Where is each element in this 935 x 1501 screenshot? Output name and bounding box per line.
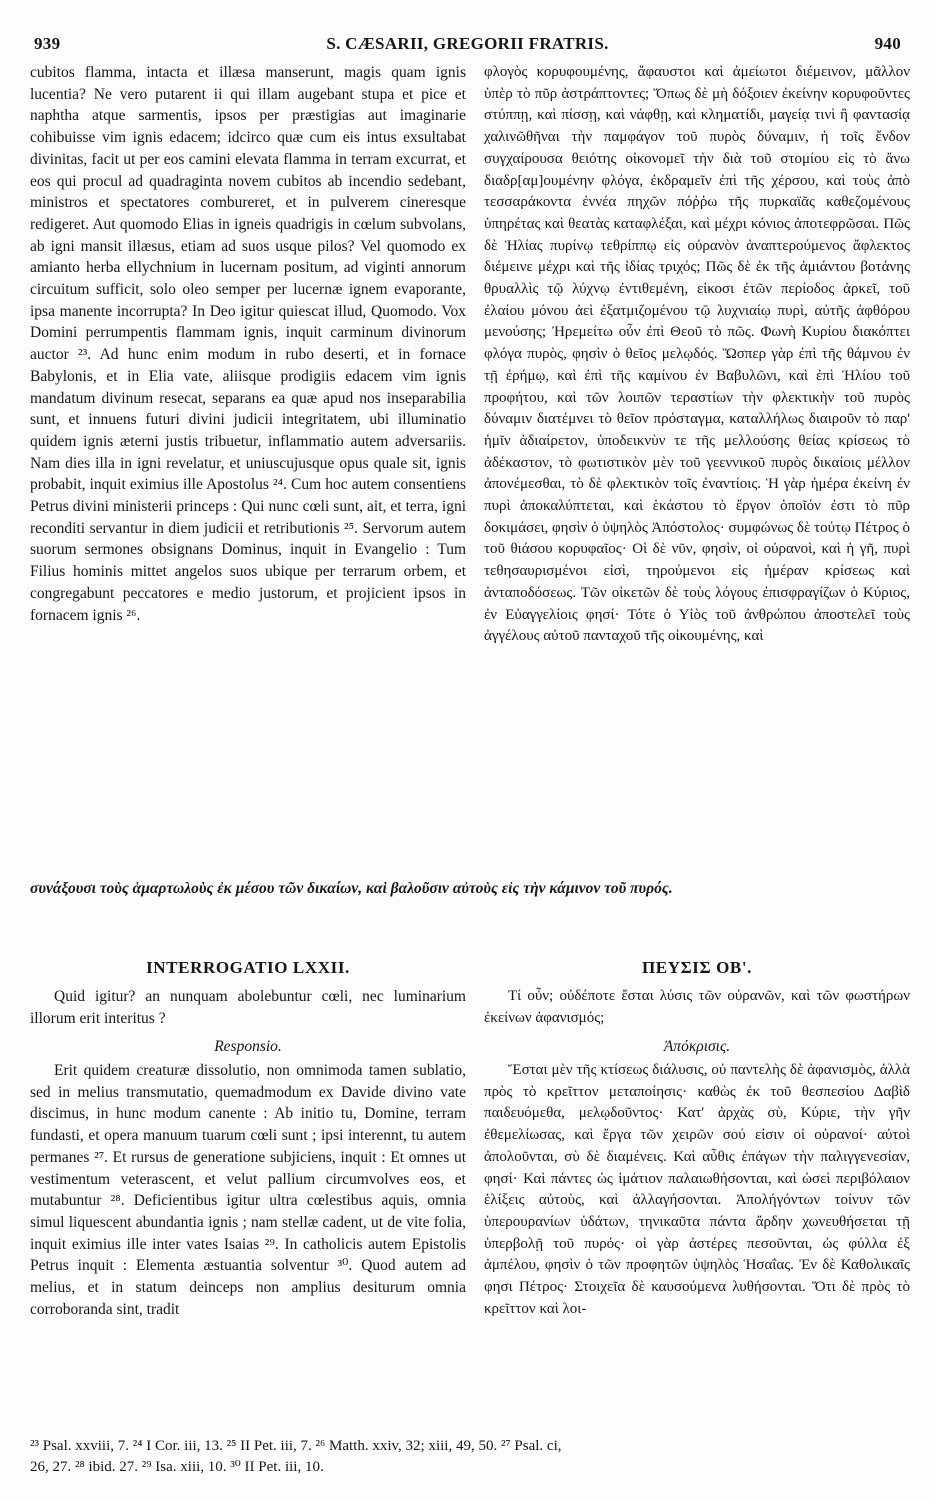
running-title: S. CÆSARII, GREGORII FRATRIS. <box>326 34 609 53</box>
latin-paragraph: cubitos flamma, intacta et illæsa manserunt, magis quam ignis lucentia? Ne vero putarent ii qui illam augebant stupa et pice et naphtha atque sarmentis, ipsos per præstigias aut imaginarie cohibuisse vim ignis edacem; idcirco quæ cum eis intus exsultabat divinitas, facit ut per eos camini elevata flamma in terram excurrat, et eos qui procul ad quadraginta novem cubitos ab incendio sedebant, ministros et spectatores combureret, et in pulverem cineresque redigeret. Aut quomodo Elias in igneis quadrigis in cœlum subvolans, ab igni mansit illæsus, etiam ad suos usque pilos? Vel quomodo ex amianto herba ellychnium in lucernam positum, ad viginti annorum circuitum sufficit, solo oleo semper per lucernæ ignem evaporante, ipsa manente incorrupta? In Deo igitur quiescat illud, Quomodo. Vox Domini perrumpentis flammam ignis, inquit carminum divinorum auctor ²³. Ad hunc enim modum in rubo deserti, et in fornace Babylonis, et in Elia vate, aliisque prodigiis edacem vim ignis mandatum divinum resecat, separans ea quæ apud nos inseparabilia sunt, et innuens futuri divini judicii integritatem, ubi illuminatio quidem ignis æterni justis tribuetur, inflammatio autem adversariis. Nam dies illa in igni revelatur, et uniuscujusque opus quale sit, ignis probabit, inquit eximius ille Apostolus ²⁴. Cum hoc autem consentiens Petrus divini ministerii princeps : Qui nunc cœli sunt, ait, et terra, igni reconditi servantur in diem judicii et retributionis ²⁵. Servorum autem suorum sermones obsignans Dominus, inquit in Evangelio : Tum Filius hominis mittet angelos suos ubique per terrarum orbem, et congregabunt peccatores e medio justorum, et projicient ipsos in fornacem ignis ²⁶. <box>30 64 466 624</box>
latin-question: Quid igitur? an nunquam abolebuntur cœli, nec luminarium illorum erit interitus ? <box>30 988 466 1027</box>
greek-question: Τί οὖν; οὐδέποτε ἔσται λύσις τῶν οὐρανῶν, καὶ τῶν φωστήρων ἐκείνων ἀφανισμός; <box>484 988 910 1026</box>
greek-column-top <box>484 62 910 648</box>
footnote-line: ²³ Psal. xxviii, 7. ²⁴ I Cor. iii, 13. ²⁵ II Pet. iii, 7. ²⁶ Matth. xxiv, 32; xiii, 49, 50. ²⁷ Psal. ci, <box>30 1438 562 1454</box>
footnote-line: 26, 27. ²⁸ ibid. 27. ²⁹ Isa. xiii, 10. ³⁰ II Pet. iii, 10. <box>30 1459 324 1475</box>
latin-response-label: Responsio. <box>214 1038 282 1055</box>
greek-continuation-line: συνάξουσι τοὺς ἁμαρτωλοὺς ἐκ μέσου τῶν δικαίων, καὶ βαλοῦσιν αὐτοὺς εἰς τὴν κάμινον τοῦ πυρός. <box>30 880 673 897</box>
latin-answer: Erit quidem creaturæ dissolutio, non omnimoda tamen sublatio, sed in melius transmutatio, quemadmodum ex Davide divino vate discimus, in hunc modum canente : Ab initio tu, Domine, terram fundasti, et opera manuum tuarum cœli sunt ; ipsi interennt, tu autem permanes ²⁷. Et rursus de generatione subjiciens, inquit : Et omnes ut vestimentum veterascent, et velut pallium circumvolves eos, et mutabuntur ²⁸. Deficientibus igitur ultra cœlestibus aquis, omnia simul liquescent abundantia ignis ; nam stellæ cadent, ut de vite folia, inquit eximius ille inter vates Isaias ²⁹. In catholicis autem Epistolis Petrus inquit : Elementa æstuantia solventur ³⁰. Quod autem ad melius, et in statum deinceps non amplius desiturum omnia corroboranda sint, tradit <box>30 1062 466 1318</box>
greek-paragraph: φλογὸς κορυφουμένης, ἄφαυστοι καὶ ἀμείωτοι διέμεινον, μᾶλλον ὑπὲρ τὸ πῦρ ἀστράπτοντες; Ὅπως δὲ μὴ δόξοιεν ἐκείνην κορυφοῦντες στύππῃ, καὶ πίσσῃ, καὶ νάφθῃ, καὶ κληματίδι, μαγείᾳ τινὶ ἢ φαντασίᾳ χαλινῶθῆναι τὴν παμφάγον τοῦ πυρὸς δύναμιν, ἡ τοῖς ἔνδον συγχαίρουσα θειότης οἰκονομεῖ τὴν διὰ τοῦ στομίου εἰς τὸ ἄνω διαδρ[αμ]ουμένην φλόγα, ἐκδραμεῖν ἐπὶ τῆς χέρσου, καὶ τοὺς ἀπὸ τεσσαράκοντα ἐννέα πηχῶν πόῤῥω τῆς πυρκαϊᾶς καθεζομένους ὑπηρέτας καὶ θεατὰς καταφλέξαι, καὶ μέχρι κόνιος ἀποτεφρῶσαι. Πῶς δὲ Ἠλίας πυρίνῳ τεθρίππῳ εἰς οὐρανὸν ἀναπτερούμενος ἄφλεκτος διέμεινε μέχρι καὶ τῆς ἰδίας τριχός; Πῶς δὲ ἐκ τῆς ἀμιάντου βοτάνης θρυαλλὶς τῷ λύχνῳ ἐντιθεμένη, εἰκοσι ἐτῶν περίοδος ἀρκεῖ, τοῦ ἐλαίου μόνου ἀεὶ ἐξατμιζομένου τῷ λυχνιαίῳ πυρὶ, αὐτῆς ἀφθόρου μενούσης; Ἠρεμείτω οὖν ἐπὶ Θεοῦ τὸ πῶς. Φωνὴ Κυρίου διακόπτει φλόγα πυρὸς, φησὶν ὁ θεῖος μελῳδός. Ὥσπερ γὰρ ἐπὶ τῆς θάμνου ἐν τῇ ἐρήμῳ, καὶ ἐπὶ τῆς καμίνου ἐν Βαβυλῶνι, καὶ ἐπὶ Ἠλίου τοῦ προφήτου, καὶ τῶν λοιπῶν τεραστίων τὴν φλεκτικὴν τοῦ πυρὸς δύναμιν διατέμνει τὸ θεῖον πρόσταγμα, καταλλήλως διαιροῦν τὸ παρ' ἡμῖν ἀδιαίρετον, ὑποδεικνὺν τε τῆς μελλούσης θείας κρίσεως τὸ ἀδέκαστον, τὸ φωτιστικὸν μὲν τοῦ γεεννικοῦ πυρὸς δικαίοις μέλλον ἀπονέμεσθαι, τὸ δὲ φλεκτικὸν τοῖς ἐναντίοις. Ἡ γὰρ ἡμέρα ἐκείνη ἐν πυρὶ ἀποκαλύπτεται, καὶ ἑκάστου τὸ ἔργον ὁποῖόν ἐστι τὸ πῦρ δοκιμάσει, φησὶν ὁ ὑψηλὸς Ἀπόστολος· συμφώνως δὲ τούτῳ Πέτρος ὁ τοῦ θιάσου κορυφαῖος· Οἱ δὲ νῦν, φησὶν, οἱ οὐρανοὶ, καὶ ἡ γῆ, πυρὶ τεθησαυρισμένοι εἰσὶ, τηρούμενοι εἰς ἡμέραν κρίσεως καὶ ἀνταποδόσεως. Τῶν οἰκετῶν δὲ τοὺς λόγους ἐπισφραγίζων ὁ Κύριος, ἐν Εὐαγγελίοις φησί· Τότε ὁ Υἱὸς τοῦ ἀνθρώπου ἀποστελεῖ τοὺς ἀγγέλους αὐτοῦ πανταχοῦ τῆς οἰκουμένης, καὶ <box>484 64 910 645</box>
greek-answer: Ἔσται μὲν τῆς κτίσεως διάλυσις, οὐ παντελὴς δὲ ἀφανισμὸς, ἀλλὰ πρὸς τὸ κρεῖττον μεταποίησις· καθὼς ἐκ τοῦ θεσπεσίου Δαβὶδ παιδευόμεθα, μελῳδοῦντος· Κατ' ἀρχὰς σὺ, Κύριε, τὴν γῆν ἐθεμελίωσας, καὶ ἔργα τῶν χειρῶν σού εἰσιν οἱ οὐρανοί· αὐτοὶ ἀπολοῦνται, σὺ δὲ διαμένεις. Καὶ αὖθις ἐπάγων τὴν παλιγγενεσίαν, φησί· Καὶ πάντες ὡς ἱμάτιον παλαιωθήσονται, καὶ ὡσεὶ περιβόλαιον ἑλίξεις αὐτοὺς, καὶ ἀλλαγήσονται. Ἀπολήγόντων τοίνυν τῶν ὑπερουρανίων ὑδάτων, τηνικαῦτα πάντα ἄρδην χωνευθήσεται τῇ ὑπερβολῇ τοῦ πυρός· οἱ γὰρ ἀστέρες πεσοῦνται, ὡς φύλλα ἐξ ἀμπέλου, φησὶν ὁ τῶν προφητῶν ὑψηλὸς Ἡσαΐας. Ἐν δὲ Καθολικαῖς φησι Πέτρος· Στοιχεῖα δὲ καυσούμενα λυθήσονται. Ὅτι δὲ πρὸς τὸ κρεῖττον καὶ λοι- <box>484 1062 910 1317</box>
latin-column-top <box>30 62 466 626</box>
page-number-left: 939 <box>34 34 61 53</box>
page-number-right: 940 <box>874 34 901 53</box>
footnotes <box>30 1436 910 1478</box>
latin-section-title: INTERROGATIO LXXII. <box>146 958 350 977</box>
greek-section-title: ΠΕΥΣΙΣ ΟΒ'. <box>641 958 753 977</box>
page-header <box>34 34 901 60</box>
greek-response-label: Ἀπόκρισις. <box>663 1038 731 1055</box>
